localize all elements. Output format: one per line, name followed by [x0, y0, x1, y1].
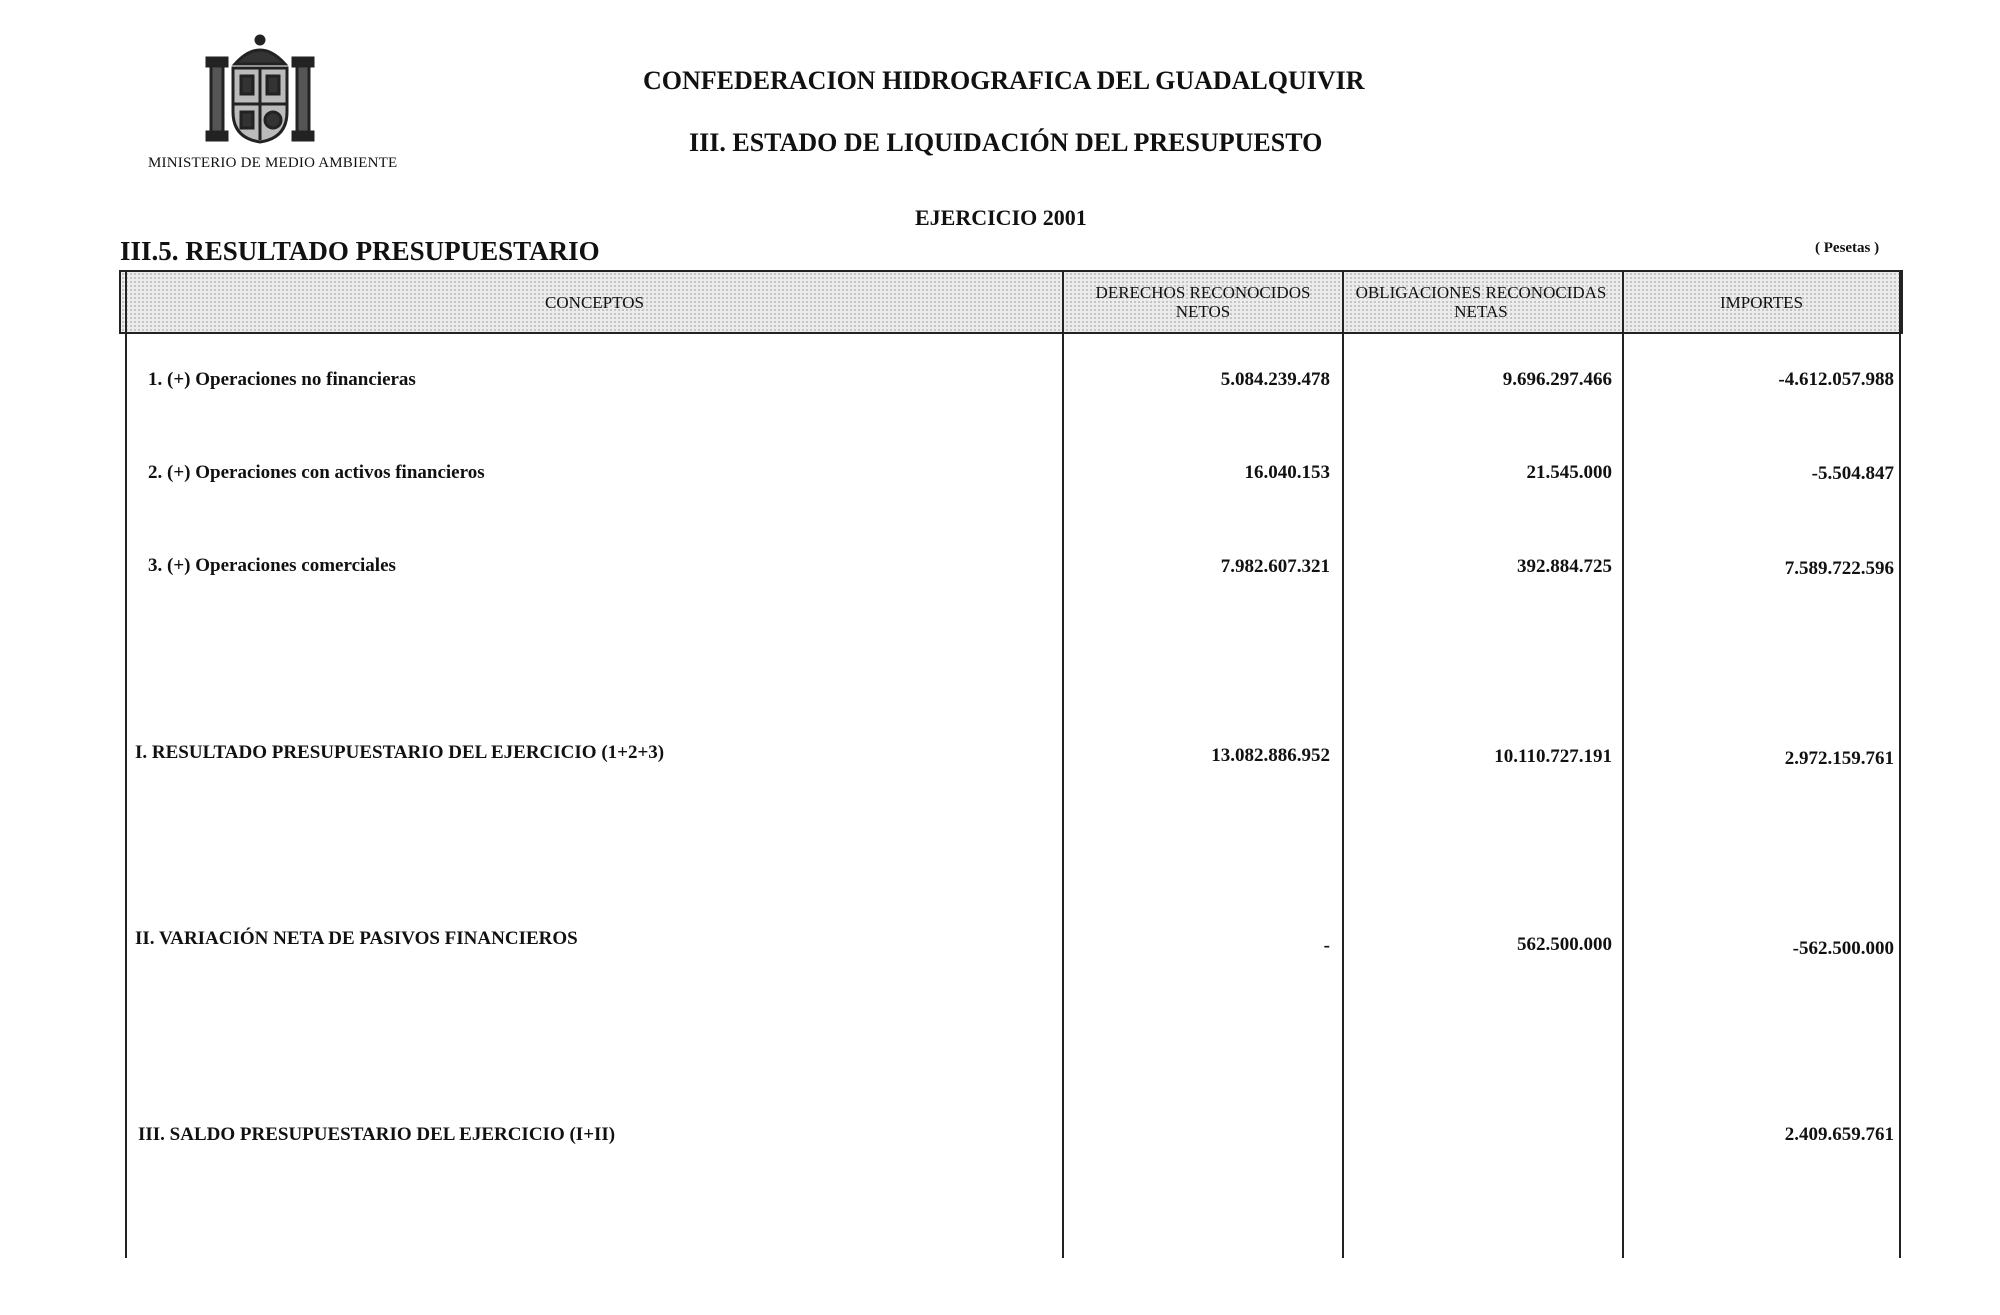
- table-border-right: [1899, 270, 1901, 1258]
- row-obligaciones: 21.545.000: [1526, 462, 1612, 483]
- row-derechos: 13.082.886.952: [1211, 745, 1330, 766]
- row-concept: 2. (+) Operaciones con activos financieros: [148, 462, 485, 483]
- column-divider: [1062, 270, 1064, 1258]
- row-concept: 1. (+) Operaciones no financieras: [148, 369, 416, 390]
- ministry-name: MINISTERIO DE MEDIO AMBIENTE: [148, 155, 398, 171]
- row-obligaciones: 562.500.000: [1517, 934, 1612, 955]
- row-importes: -562.500.000: [1792, 938, 1894, 959]
- row-concept: 3. (+) Operaciones comerciales: [148, 555, 396, 576]
- organization-title: CONFEDERACION HIDROGRAFICA DEL GUADALQUIVIR: [643, 66, 1365, 95]
- row-concept: II. VARIACIÓN NETA DE PASIVOS FINANCIEROS: [135, 928, 578, 949]
- report-title: III. ESTADO DE LIQUIDACIÓN DEL PRESUPUESTO: [689, 128, 1323, 157]
- row-importes: 7.589.722.596: [1784, 558, 1894, 579]
- column-divider: [1342, 270, 1344, 1258]
- column-header-importes: IMPORTES: [1719, 292, 1804, 312]
- column-divider: [1622, 270, 1624, 1258]
- row-importes: 2.972.159.761: [1784, 748, 1894, 769]
- row-derechos: 7.982.607.321: [1220, 556, 1330, 577]
- row-derechos: -: [1323, 935, 1330, 956]
- coat-of-arms-icon: [205, 34, 315, 146]
- row-obligaciones: 10.110.727.191: [1494, 746, 1612, 767]
- row-derechos: 16.040.153: [1244, 462, 1330, 483]
- column-header-derechos: DERECHOS RECONOCIDOS NETOS: [1095, 283, 1311, 321]
- row-importes: 2.409.659.761: [1784, 1124, 1894, 1145]
- table-border-left: [125, 270, 127, 1258]
- row-concept: III. SALDO PRESUPUESTARIO DEL EJERCICIO (I+II): [138, 1124, 616, 1145]
- row-obligaciones: 9.696.297.466: [1502, 369, 1612, 390]
- currency-unit: ( Pesetas ): [1815, 240, 1880, 256]
- row-importes: -5.504.847: [1811, 463, 1894, 484]
- section-title: III.5. RESULTADO PRESUPUESTARIO: [120, 236, 600, 266]
- row-obligaciones: 392.884.725: [1517, 556, 1612, 577]
- row-importes: -4.612.057.988: [1778, 369, 1894, 390]
- row-concept: I. RESULTADO PRESUPUESTARIO DEL EJERCICIO (1+2+3): [135, 742, 665, 763]
- column-header-obligaciones: OBLIGACIONES RECONOCIDAS NETAS: [1355, 283, 1607, 321]
- fiscal-year: EJERCICIO 2001: [915, 205, 1087, 230]
- column-header-conceptos: CONCEPTOS: [545, 292, 644, 312]
- row-derechos: 5.084.239.478: [1220, 369, 1330, 390]
